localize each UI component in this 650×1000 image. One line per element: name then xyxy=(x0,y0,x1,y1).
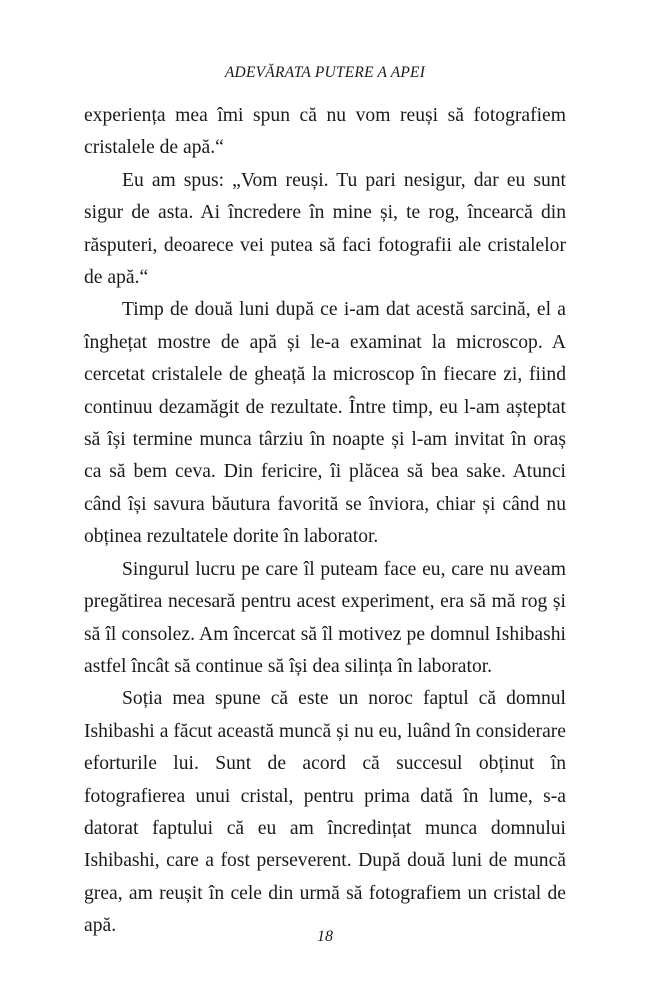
paragraph: Timp de două luni după ce i-am dat acestă sarcină, el a înghețat mostre de apă și le-a examinat la microscop. A cercetat cristalele de gheață la microscop în fiecare zi, fiind continuu dezamăgit de rezultate. Între timp, eu l-am așteptat să își termine munca târziu în noapte și l-am invitat în oraș ca să bem ceva. Din fericire, îi plăcea să bea sake. Atunci când își savura băutura favorită se înviora, chiar și când nu obținea rezultatele dorite în laborator. xyxy=(84,299,566,548)
running-head: ADEVĂRATA PUTERE A APEI xyxy=(224,64,426,81)
paragraph: Singurul lucru pe care îl puteam face eu, care nu aveam pregătirea necesară pentru acest experiment, era să mă rog și să îl consolez. Am încercat să îl motivez pe domnul Ishibashi astfel încât să continue să își dea silința în laborator. xyxy=(84,558,566,677)
page-number: 18 xyxy=(317,928,333,945)
paragraph: Soția mea spune că este un noroc faptul că domnul Ishibashi a făcut această muncă și nu eu, luând în considerare eforturile lui. Sunt de acord că succesul obținut în fotografierea unui cristal, pentru prima dată în lume, s-a datorat faptului că eu am încredințat munca domnului Ishibashi, care a fost perseverent. După două luni de muncă grea, am reușit în cele din urmă să fotografiem un cristal de apă. xyxy=(84,688,566,937)
paragraph-continued: experiența mea îmi spun că nu vom reuși să fotografiem cristalele de apă.“ xyxy=(84,105,566,159)
body-text xyxy=(84,100,566,943)
paragraph: Eu am spus: „Vom reuși. Tu pari nesigur, dar eu sunt sigur de asta. Ai încredere în mine și, te rog, încearcă din răsputeri, deoarece vei putea să faci fotografii ale cristalelor de apă.“ xyxy=(84,169,566,289)
